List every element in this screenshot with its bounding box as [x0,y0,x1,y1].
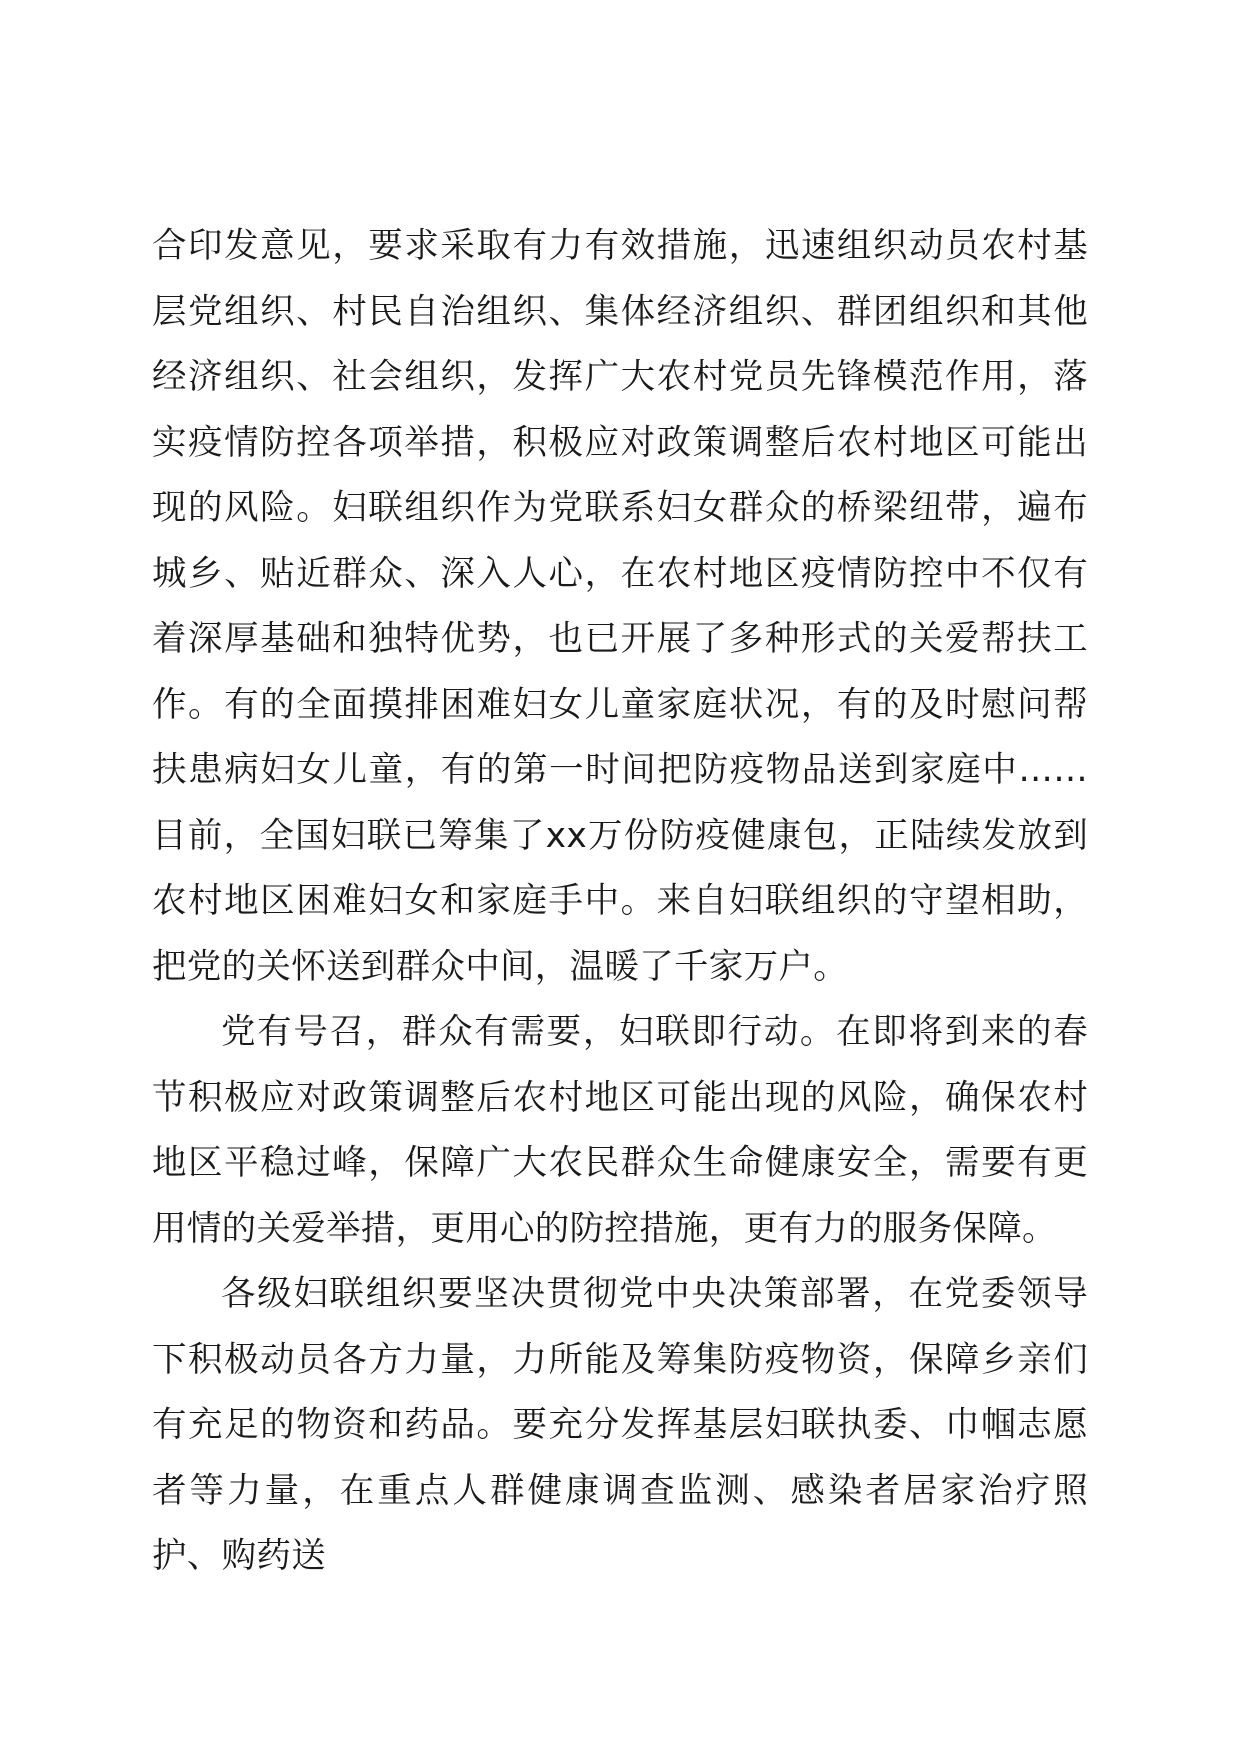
paragraph-womens-federation-action: 各级妇联组织要坚决贯彻党中央决策部署，在党委领导下积极动员各方力量，力所能及筹集防疫物资，保障乡亲们有充足的物资和药品。要充分发挥基层妇联执委、巾帼志愿者等力量，在重点人群健康调查监测、感染者居家治疗照护、购药送 [152,1274,1088,1576]
paragraph-continued: 合印发意见，要求采取有力有效措施，迅速组织动员农村基层党组织、村民自治组织、集体经济组织、群团组织和其他经济组织、社会组织，发挥广大农村党员先锋模范作用，落实疫情防控各项举措，积极应对政策调整后农村地区可能出现的风险。妇联组织作为党联系妇女群众的桥梁纽带，遍布城乡、贴近群众、深入人心，在农村地区疫情防控中不仅有着深厚基础和独特优势，也已开展了多种形式的关爱帮扶工作。有的全面摸排困难妇女儿童家庭状况，有的及时慰问帮扶患病妇女儿童，有的第一时间把防疫物品送到家庭中……目前，全国妇联已筹集了xx万份防疫健康包，正陆续发放到农村地区困难妇女和家庭手中。来自妇联组织的守望相助，把党的关怀送到群众中间，温暖了千家万户。 [152,226,1088,987]
document-body [152,214,1088,1590]
paragraph-party-call: 党有号召，群众有需要，妇联即行动。在即将到来的春节积极应对政策调整后农村地区可能出现的风险，确保农村地区平稳过峰，保障广大农民群众生命健康安全，需要有更用情的关爱举措，更用心的防控措施，更有力的服务保障。 [152,1012,1088,1249]
